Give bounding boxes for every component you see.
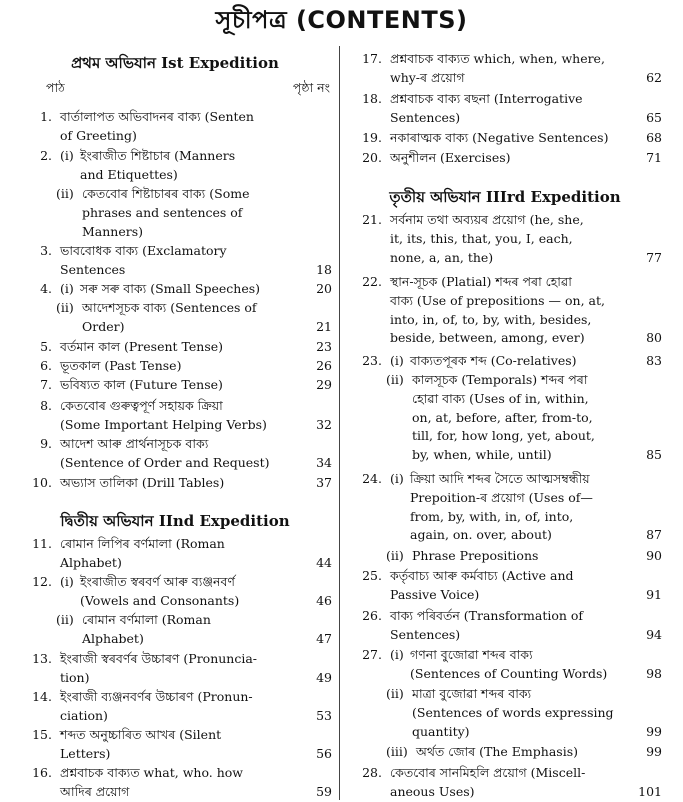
entry-title-line: নকাৰাত্মক বাক্য (Negative Sentences) bbox=[390, 130, 609, 145]
entry-title-line: none, a, an, the) bbox=[390, 249, 494, 265]
entry-number: 24. bbox=[362, 471, 382, 486]
entry-title-line: ৰোমান লিপিৰ বৰ্ণমালা (Roman bbox=[60, 536, 225, 551]
entry-title-line: Manners) bbox=[82, 223, 144, 239]
entry-number: 20. bbox=[362, 150, 382, 165]
entry-subnumber: (ii) bbox=[56, 612, 74, 627]
entry-number: 28. bbox=[362, 765, 382, 780]
entry-subnumber: (ii) bbox=[386, 372, 404, 387]
entry-subnumber: (i) bbox=[60, 281, 74, 296]
entry-title bbox=[390, 149, 511, 168]
entry-subnumber: (i) bbox=[390, 353, 404, 368]
entry-title-line: শব্দত অনুচ্চাৰিত আখৰ (Silent bbox=[60, 727, 222, 742]
toc-entry bbox=[16, 376, 334, 395]
entry-title-line: বাক্য পৰিবৰ্তন (Transformation of bbox=[390, 608, 584, 623]
entry-title bbox=[60, 650, 257, 688]
entry-title-line: কালসূচক (Temporals) শব্দৰ পৰা bbox=[412, 372, 588, 387]
toc-entry bbox=[16, 573, 334, 611]
section-heading-third-expedition: তৃতীয় অভিযান IIIrd Expedition bbox=[389, 188, 621, 206]
entry-number: 15. bbox=[32, 727, 52, 742]
toc-entry bbox=[16, 688, 334, 726]
entry-title-line: বাক্য (Use of prepositions — on, at, bbox=[390, 292, 605, 308]
entry-number: 5. bbox=[40, 339, 52, 354]
entry-title-line: হোৱা বাক্য (Uses of in, within, bbox=[412, 390, 589, 406]
entry-page-number: 34 bbox=[316, 454, 332, 470]
toc-entry bbox=[346, 743, 664, 762]
entry-page-number: 87 bbox=[646, 527, 662, 543]
entry-page-number: 46 bbox=[316, 592, 332, 608]
entry-page-number: 98 bbox=[646, 665, 662, 681]
entry-number: 13. bbox=[32, 651, 52, 666]
entry-title bbox=[60, 535, 225, 573]
entry-title bbox=[390, 273, 605, 348]
entry-page-number: 65 bbox=[646, 109, 662, 125]
toc-entry bbox=[16, 108, 334, 146]
entry-title-line: Sentences bbox=[60, 261, 126, 277]
entry-title-line: স্থান-সূচক (Platial) শব্দৰ পৰা হোৱা bbox=[390, 274, 572, 289]
entry-title-line: ইংৰাজীত স্বৰবৰ্ণ আৰু ব্যঞ্জনবৰ্ণ bbox=[80, 574, 235, 589]
entry-title-line: গণনা বুজোৱা শব্দৰ বাক্য bbox=[410, 647, 533, 662]
entry-page-number: 56 bbox=[316, 745, 332, 761]
entry-title-line: ইংৰাজীত শিষ্টাচাৰ (Manners bbox=[80, 148, 236, 163]
entry-title-line: সৰ্বনাম তথা অব্যয়ৰ প্ৰয়োগ (he, she, bbox=[390, 212, 584, 227]
entry-number: 6. bbox=[40, 358, 52, 373]
toc-entry bbox=[16, 338, 334, 357]
entry-title-line: ciation) bbox=[60, 707, 108, 723]
entry-title bbox=[60, 397, 267, 435]
toc-entry bbox=[16, 397, 334, 435]
entry-title-line: ভাববোধক বাক্য (Exclamatory bbox=[60, 243, 227, 258]
entry-page-number: 21 bbox=[316, 318, 332, 334]
entry-title-line: Phrase Prepositions bbox=[412, 548, 539, 563]
entry-subnumber: (i) bbox=[390, 647, 404, 662]
page-number-header: পৃষ্ঠা নং bbox=[292, 80, 330, 95]
entry-title bbox=[412, 371, 595, 465]
entry-title-line: (Some Important Helping Verbs) bbox=[60, 416, 267, 432]
entry-number: 7. bbox=[40, 377, 52, 392]
entry-number: 9. bbox=[40, 436, 52, 451]
entry-title bbox=[82, 185, 249, 241]
toc-entry bbox=[346, 547, 664, 566]
entry-title-line: কেতবোৰ গুৰুত্বপূৰ্ণ সহায়ক ক্ৰিয়া bbox=[60, 398, 223, 413]
entry-page-number: 29 bbox=[316, 377, 332, 392]
entry-subnumber: (i) bbox=[390, 471, 404, 486]
entry-page-number: 47 bbox=[316, 630, 332, 646]
entry-title bbox=[390, 607, 583, 645]
entry-title bbox=[80, 280, 260, 299]
entry-title bbox=[60, 108, 254, 146]
toc-entry bbox=[16, 535, 334, 573]
entry-page-number: 90 bbox=[646, 548, 662, 563]
toc-entry bbox=[346, 211, 664, 267]
entry-title bbox=[60, 435, 269, 473]
entry-title bbox=[390, 567, 574, 605]
toc-entry bbox=[16, 299, 334, 337]
toc-entry bbox=[346, 685, 664, 741]
entry-number: 19. bbox=[362, 130, 382, 145]
entry-title-line: on, at, before, after, from-to, bbox=[412, 409, 593, 425]
entry-title-line: বাৰ্তালাপত অভিবাদনৰ বাক্য (Senten bbox=[60, 109, 254, 124]
entry-number: 17. bbox=[362, 51, 382, 66]
entry-title-line: অভ্যাস তালিকা (Drill Tables) bbox=[60, 475, 225, 490]
entry-title bbox=[80, 573, 239, 611]
entry-number: 16. bbox=[32, 765, 52, 780]
entry-title bbox=[60, 338, 223, 357]
entry-subnumber: (i) bbox=[60, 148, 74, 163]
entry-title-line: Passive Voice) bbox=[390, 586, 480, 602]
entry-title-line: aneous Uses) bbox=[390, 783, 475, 799]
entry-title bbox=[410, 646, 607, 684]
entry-title-line: প্ৰশ্নবাচক বাক্যত what, who. how bbox=[60, 765, 243, 780]
entry-page-number: 18 bbox=[316, 261, 332, 277]
section-heading-second-expedition: দ্বিতীয় অভিযান IInd Expedition bbox=[60, 512, 290, 530]
lesson-header: পাঠ bbox=[46, 80, 65, 95]
toc-entry bbox=[16, 650, 334, 688]
entry-page-number: 91 bbox=[646, 586, 662, 602]
entry-title-line: Order) bbox=[82, 318, 125, 334]
entry-page-number: 71 bbox=[646, 150, 662, 165]
toc-entry bbox=[346, 352, 664, 371]
toc-entry bbox=[346, 567, 664, 605]
entry-title bbox=[60, 376, 223, 395]
entry-page-number: 26 bbox=[316, 358, 332, 373]
entry-page-number: 23 bbox=[316, 339, 332, 354]
entry-title-line: of Greeting) bbox=[60, 127, 137, 143]
toc-entry bbox=[346, 607, 664, 645]
entry-subnumber: (iii) bbox=[386, 744, 408, 759]
entry-title-line: from, by, with, in, of, into, bbox=[410, 508, 574, 524]
entry-page-number: 101 bbox=[638, 783, 662, 799]
entry-subnumber: (ii) bbox=[56, 186, 74, 201]
entry-title-line: অনুশীলন (Exercises) bbox=[390, 150, 511, 165]
entry-title-line: (Vowels and Consonants) bbox=[80, 592, 240, 608]
entry-title-line: Prepoition-ৰ প্ৰয়োগ (Uses of— bbox=[410, 489, 593, 505]
entry-title-line: Sentences) bbox=[390, 626, 461, 642]
entry-number: 10. bbox=[32, 475, 52, 490]
entry-number: 25. bbox=[362, 568, 382, 583]
toc-entry bbox=[16, 435, 334, 473]
entry-number: 18. bbox=[362, 91, 382, 106]
entry-title bbox=[60, 357, 181, 376]
entry-title-line: ভবিষ্যত কাল (Future Tense) bbox=[60, 377, 223, 392]
entry-title bbox=[82, 611, 211, 649]
entry-number: 2. bbox=[40, 148, 52, 163]
entry-title-line: মাত্ৰা বুজোৱা শব্দৰ বাক্য bbox=[412, 686, 532, 701]
entry-page-number: 83 bbox=[646, 353, 662, 368]
toc-entry bbox=[346, 646, 664, 684]
entry-number: 12. bbox=[32, 574, 52, 589]
entry-page-number: 37 bbox=[316, 475, 332, 490]
entry-subnumber: (ii) bbox=[56, 300, 74, 315]
entry-title bbox=[390, 50, 605, 88]
entry-title-line: it, its, this, that, you, I, each, bbox=[390, 230, 573, 246]
entry-page-number: 49 bbox=[316, 669, 332, 685]
toc-entry bbox=[346, 764, 664, 802]
toc-entry bbox=[16, 280, 334, 299]
entry-title-line: till, for, how long, yet, about, bbox=[412, 428, 595, 444]
entry-page-number: 32 bbox=[316, 416, 332, 432]
entry-title-line: (Sentences of Counting Words) bbox=[410, 665, 608, 681]
entry-page-number: 20 bbox=[316, 281, 332, 296]
entry-number: 26. bbox=[362, 608, 382, 623]
entry-title-line: (Sentence of Order and Request) bbox=[60, 454, 270, 470]
entry-page-number: 94 bbox=[646, 626, 662, 642]
entry-number: 27. bbox=[362, 647, 382, 662]
entry-title-line: অৰ্থত জোৰ (The Emphasis) bbox=[416, 744, 578, 759]
entry-title-line: Alphabet) bbox=[82, 630, 144, 646]
entry-title bbox=[412, 685, 614, 741]
toc-entry bbox=[16, 185, 334, 241]
entry-title bbox=[82, 299, 257, 337]
section-heading-first-expedition: প্ৰথম অভিযান Ist Expedition bbox=[71, 54, 279, 72]
entry-title-line: কেতবোৰ শিষ্টাচাৰৰ বাক্য (Some bbox=[82, 186, 250, 201]
toc-entry bbox=[346, 273, 664, 348]
entry-number: 21. bbox=[362, 212, 382, 227]
entry-page-number: 85 bbox=[646, 447, 662, 463]
entry-title-line: by, when, while, until) bbox=[412, 447, 552, 463]
entry-page-number: 53 bbox=[316, 707, 332, 723]
entry-title bbox=[410, 470, 593, 545]
entry-title-line: ক্ৰিয়া আদি শব্দৰ সৈতে আত্মসম্বন্ধীয় bbox=[410, 471, 590, 486]
entry-subnumber: (ii) bbox=[386, 548, 404, 563]
entry-title-line: ইংৰাজী স্বৰবৰ্ণৰ উচ্চাৰণ (Pronuncia- bbox=[60, 651, 258, 666]
entry-title bbox=[60, 242, 227, 280]
entry-title-line: Sentences) bbox=[390, 109, 461, 125]
entry-page-number: 99 bbox=[646, 744, 662, 759]
toc-entry bbox=[346, 50, 664, 88]
entry-title-line: tion) bbox=[60, 669, 90, 685]
entry-title-line: কেতবোৰ সানমিহলি প্ৰয়োগ (Miscell- bbox=[390, 765, 586, 780]
entry-page-number: 62 bbox=[646, 69, 662, 85]
entry-title-line: (Sentences of words expressing bbox=[412, 704, 614, 720]
entry-title-line: Letters) bbox=[60, 745, 111, 761]
toc-entry bbox=[346, 470, 664, 545]
entry-title-line: আদেশসূচক বাক্য (Sentences of bbox=[82, 300, 257, 315]
toc-entry bbox=[346, 149, 664, 168]
entry-title-line: Alphabet) bbox=[60, 554, 122, 570]
entry-title bbox=[416, 743, 578, 762]
entry-page-number: 59 bbox=[316, 783, 332, 799]
entry-page-number: 44 bbox=[316, 554, 332, 570]
toc-entry bbox=[16, 357, 334, 376]
toc-entry bbox=[346, 90, 664, 128]
entry-title-line: phrases and sentences of bbox=[82, 204, 243, 220]
page-title: সূচীপত্ৰ (CONTENTS) bbox=[215, 6, 468, 34]
entry-page-number: 68 bbox=[646, 130, 662, 145]
toc-entry bbox=[16, 611, 334, 649]
entry-title-line: ৰোমান বৰ্ণমালা (Roman bbox=[82, 612, 211, 627]
toc-entry bbox=[16, 764, 334, 802]
entry-number: 22. bbox=[362, 274, 382, 289]
entry-title-line: বৰ্তমান কাল (Present Tense) bbox=[60, 339, 224, 354]
entry-number: 8. bbox=[40, 398, 52, 413]
entry-number: 14. bbox=[32, 689, 52, 704]
entry-title-line: সৰু সৰু বাক্য (Small Speeches) bbox=[80, 281, 261, 296]
entry-title bbox=[60, 764, 243, 802]
toc-entry bbox=[346, 129, 664, 148]
entry-title bbox=[390, 90, 583, 128]
toc-entry bbox=[16, 242, 334, 280]
entry-title-line: বাক্যতপূৰক শব্দ (Co-relatives) bbox=[410, 353, 577, 368]
entry-title bbox=[80, 147, 235, 185]
entry-page-number: 77 bbox=[646, 249, 662, 265]
entry-title bbox=[390, 211, 584, 267]
entry-title-line: why-ৰ প্ৰয়োগ bbox=[390, 69, 465, 85]
entry-title bbox=[412, 547, 538, 566]
entry-title-line: ভূতকাল (Past Tense) bbox=[60, 358, 182, 373]
entry-title bbox=[60, 688, 253, 726]
entry-number: 3. bbox=[40, 243, 52, 258]
toc-entry bbox=[16, 147, 334, 185]
entry-title-line: beside, between, among, ever) bbox=[390, 330, 585, 346]
entry-title bbox=[410, 352, 577, 371]
entry-title bbox=[60, 726, 221, 764]
column-divider bbox=[339, 46, 340, 800]
entry-title-line: আদিৰ প্ৰয়োগ bbox=[60, 783, 130, 799]
entry-page-number: 80 bbox=[646, 330, 662, 346]
entry-title-line: আদেশ আৰু প্ৰাৰ্থনাসূচক বাক্য bbox=[60, 436, 209, 451]
entry-title-line: again, on. over, about) bbox=[410, 527, 552, 543]
entry-page-number: 99 bbox=[646, 723, 662, 739]
entry-subnumber: (i) bbox=[60, 574, 74, 589]
entry-number: 4. bbox=[40, 281, 52, 296]
entry-title bbox=[390, 764, 585, 802]
toc-entry bbox=[16, 474, 334, 493]
entry-number: 1. bbox=[40, 109, 52, 124]
entry-title-line: কৰ্তৃবাচ্য আৰু কৰ্মবাচ্য (Active and bbox=[390, 568, 574, 583]
toc-entry bbox=[16, 726, 334, 764]
entry-title-line: quantity) bbox=[412, 723, 470, 739]
entry-title bbox=[60, 474, 224, 493]
entry-number: 23. bbox=[362, 353, 382, 368]
entry-title-line: প্ৰশ্নবাচক বাক্যত which, when, where, bbox=[390, 51, 605, 66]
entry-number: 11. bbox=[32, 536, 52, 551]
entry-title-line: প্ৰশ্নবাচক বাক্য ৰছনা (Interrogative bbox=[390, 91, 583, 106]
entry-title-line: ইংৰাজী ব্যঞ্জনবৰ্ণৰ উচ্চাৰণ (Pronun- bbox=[60, 689, 253, 704]
entry-subnumber: (ii) bbox=[386, 686, 404, 701]
toc-entry bbox=[346, 371, 664, 465]
entry-title bbox=[390, 129, 608, 148]
entry-title-line: into, in, of, to, by, with, besides, bbox=[390, 311, 592, 327]
entry-title-line: and Etiquettes) bbox=[80, 166, 178, 182]
